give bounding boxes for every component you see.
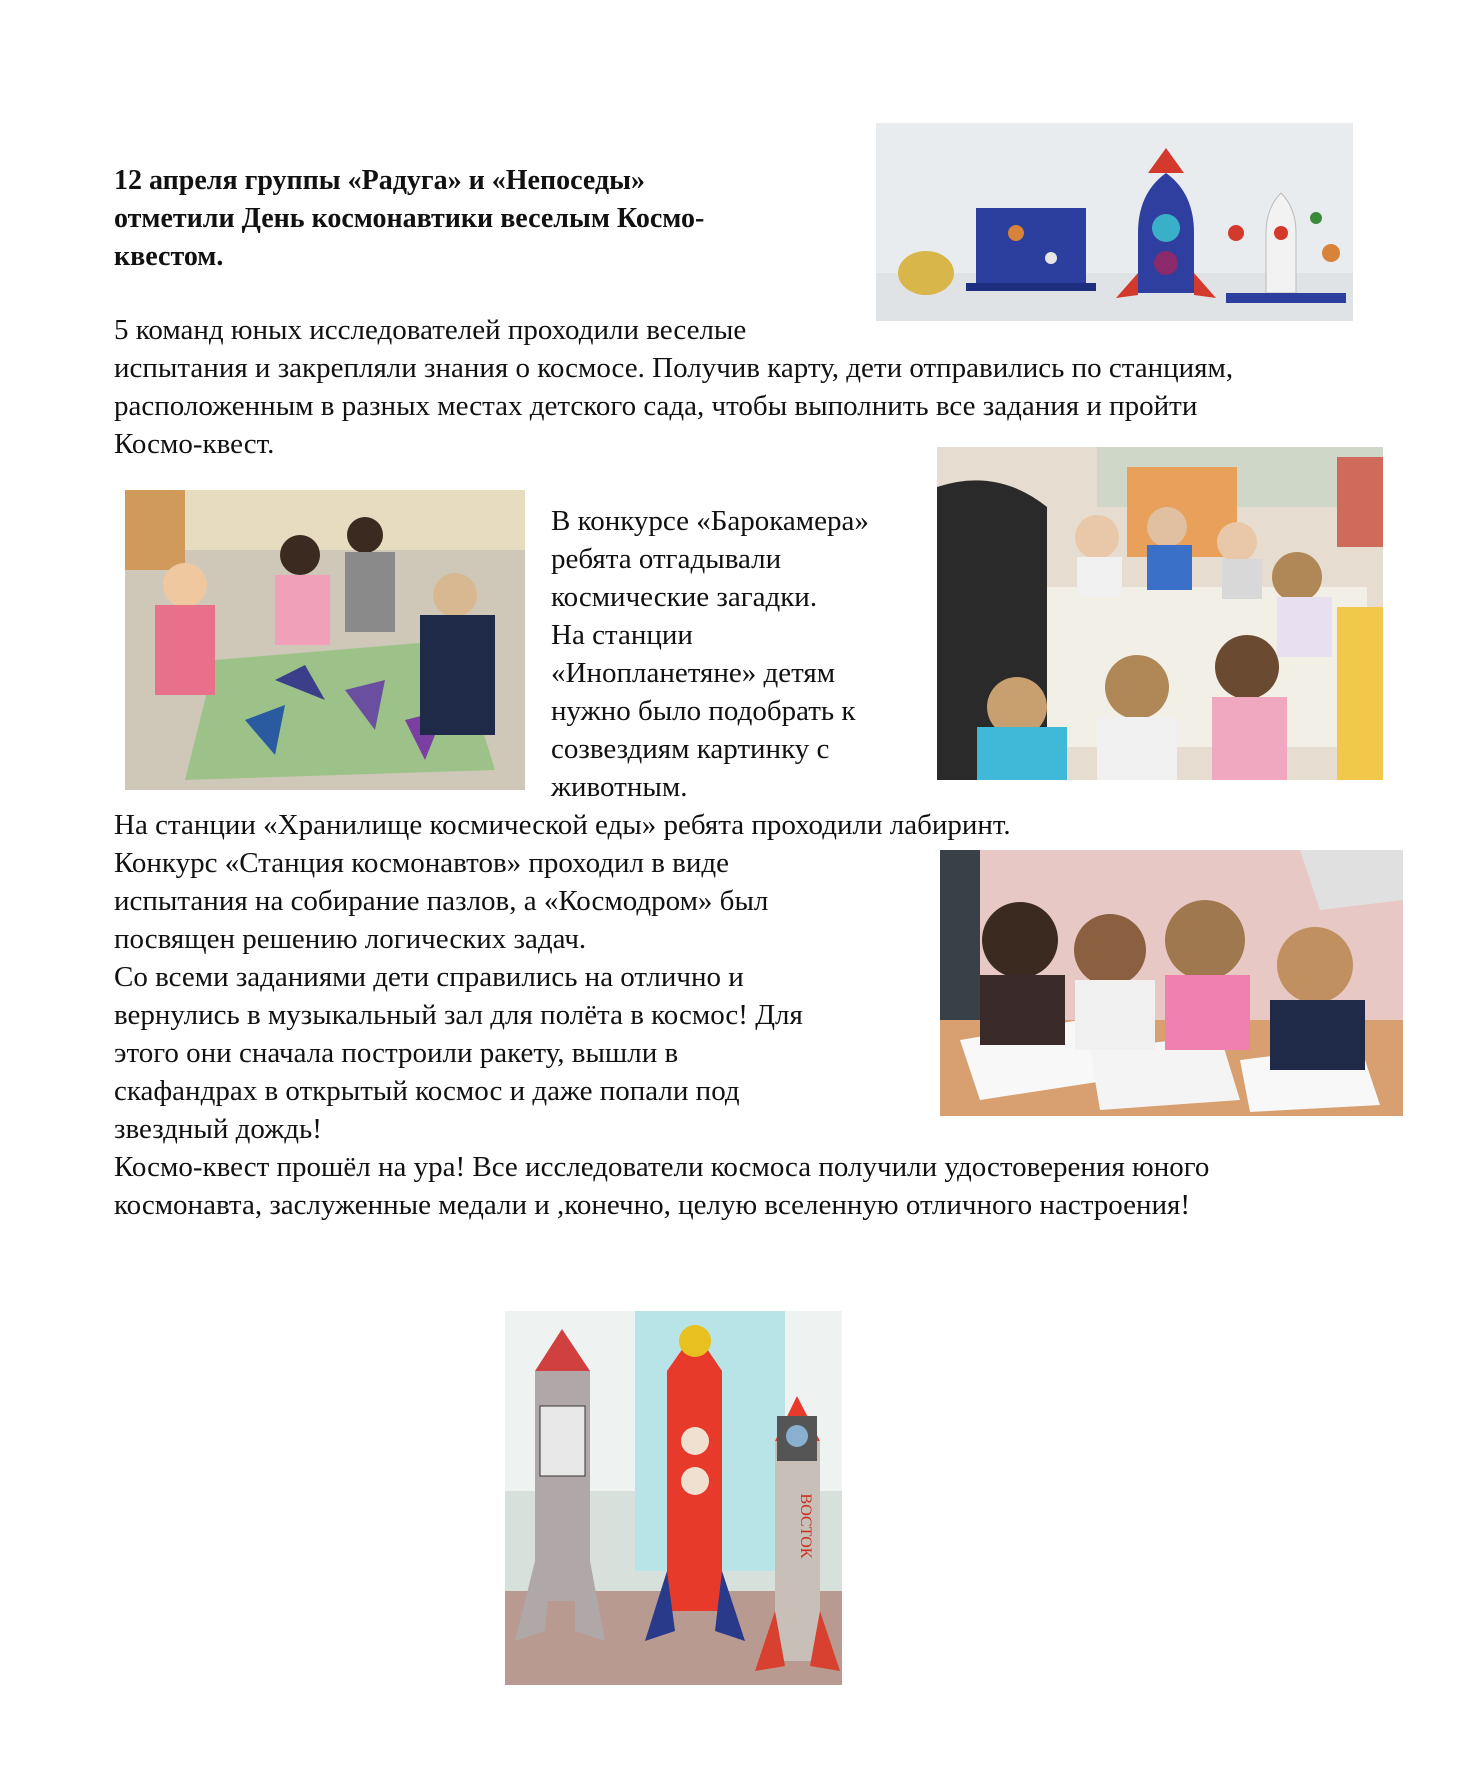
middle-line-7: созвездиям картинку с	[551, 733, 830, 765]
body-line-7: этого они сначала построили ракету, вышли в	[114, 1037, 679, 1069]
intro-line-2: испытания и закрепляли знания о космосе. Получив карту, дети отправились по станциям,	[114, 352, 1234, 384]
intro-line-4: Космо-квест.	[114, 428, 275, 460]
body-line-6: вернулись в музыкальный зал для полёта в космос! Для	[114, 999, 803, 1031]
photo-rockets	[505, 1311, 842, 1685]
body-line-5: Со всеми заданиями дети справились на отлично и	[114, 961, 744, 993]
title-line-3: квестом.	[114, 241, 224, 272]
middle-line-8: животным.	[551, 771, 688, 803]
middle-line-3: космические загадки.	[551, 581, 818, 613]
title-line-2: отметили День космонавтики веселым Космо-	[114, 203, 705, 234]
body-line-1: На станции «Хранилище космической еды» ребята проходили лабиринт.	[114, 809, 1011, 841]
body-line-3: испытания на собирание пазлов, а «Космодром» был	[114, 885, 769, 917]
photo-children-table	[937, 447, 1383, 780]
photo-children-drawing	[940, 850, 1403, 1116]
article-title	[114, 162, 704, 276]
body-line-4: посвящен решению логических задач.	[114, 923, 587, 955]
photo-space-crafts	[876, 123, 1353, 321]
body-line-9: звездный дождь!	[114, 1113, 322, 1145]
rocket-lettering: ВОСТОК	[797, 1493, 814, 1559]
body-line-2: Конкурс «Станция космонавтов» проходил в виде	[114, 847, 730, 879]
title-line-1: 12 апреля группы «Радуга» и «Непоседы»	[114, 165, 645, 196]
middle-line-2: ребята отгадывали	[551, 543, 782, 575]
middle-line-4: На станции	[551, 619, 693, 651]
body-line-8: скафандрах в открытый космос и даже попали под	[114, 1075, 740, 1107]
middle-line-5: «Инопланетяне» детям	[551, 657, 836, 689]
intro-line-1: 5 команд юных исследователей проходили веселые	[114, 314, 747, 346]
middle-line-1: В конкурсе «Барокамера»	[551, 505, 869, 537]
body-line-11: космонавта, заслуженные медали и ,конечно, целую вселенную отличного настроения!	[114, 1189, 1190, 1221]
intro-line-3: расположенным в разных местах детского сада, чтобы выполнить все задания и пройти	[114, 390, 1198, 422]
middle-line-6: нужно было подобрать к	[551, 695, 856, 727]
body-line-10: Космо-квест прошёл на ура! Все исследователи космоса получили удостоверения юного	[114, 1151, 1210, 1183]
photo-puzzle-table	[125, 490, 525, 790]
